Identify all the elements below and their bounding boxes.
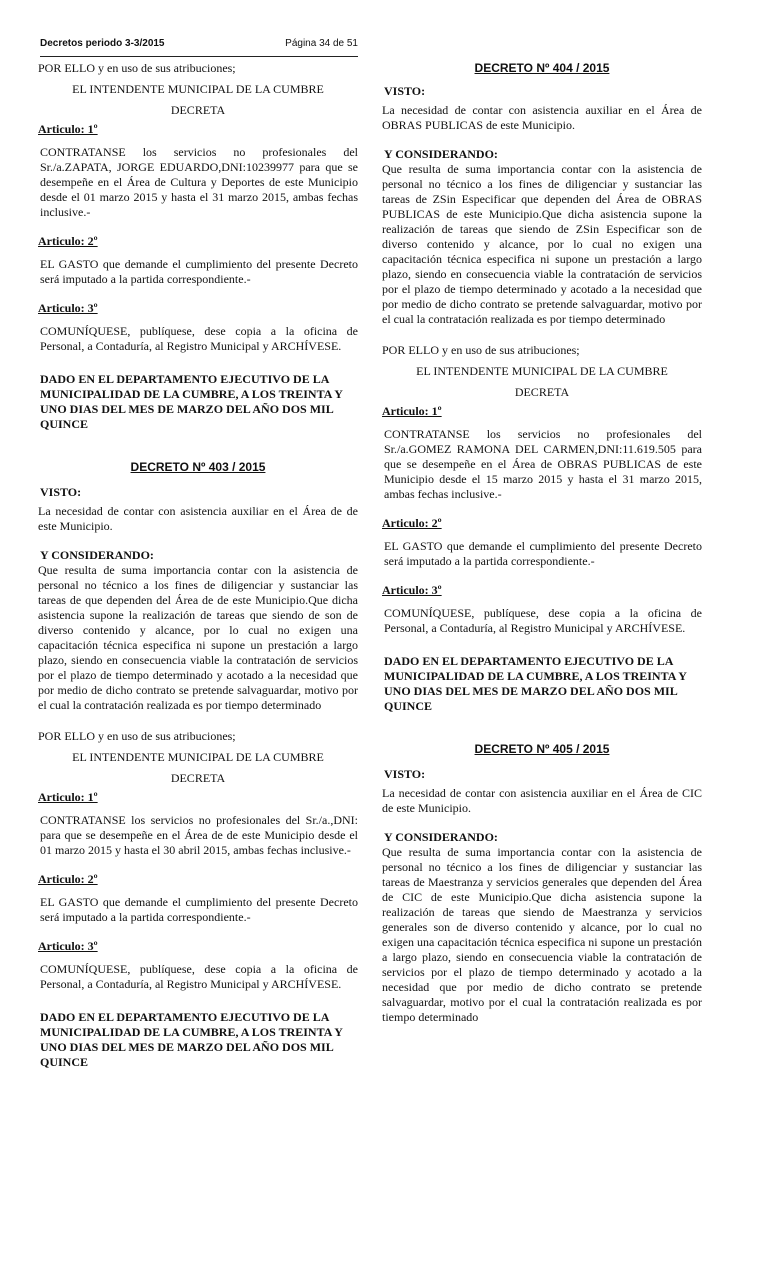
decreta-heading: DECRETA: [170, 771, 226, 785]
visto-text: La necesidad de contar con asistencia auxiliar en el Área de CIC de este Municipio.: [382, 786, 702, 815]
por-ello-text: POR ELLO y en uso de sus atribuciones;: [38, 729, 236, 743]
considerando-text: Que resulta de suma importancia contar con la asistencia de personal no técnico a los fines de diligenciar y sustanciar las tareas de que dependen del Área de de este Municipio.Que dicha asistencia supone la realización de tareas que siendo de son de diverso contenido y alcance, por lo cual no exigen una capacitación técnica especifica ni supone un prestación a largo plazo, siendo en consecuencia viable la contratación de servicios por el plazo de tiempo determinado y acotado a la necesidad que por medio de dicho contrato se pretende salvaguardar, motivo por el cual la contratación realizada es por tiempo determinado: [38, 563, 358, 712]
dado-closing: DADO EN EL DEPARTAMENTO EJECUTIVO DE LA MUNICIPALIDAD DE LA CUMBRE, A LOS TREINTA Y UNO DIAS DEL MES DE MARZO DEL AÑO DOS MIL QUINCE: [40, 372, 343, 431]
considerando-text: Que resulta de suma importancia contar con la asistencia de personal no técnico a los fines de diligenciar y sustanciar las tareas de ZSin Especificar que dependen del Área de OBRAS PUBLICAS de este Municipio.Que dicha asistencia supone la realización de tareas que siendo de ZSin Especificar son de diverso contenido y alcance, por lo cual no exigen una capacitación técnica especifica ni supone un prestación a largo plazo, siendo en consecuencia viable la contratación de servicios por el plazo de tiempo determinado y acotado a la necesidad que por medio de dicho contrato se pretende salvaguardar, motivo por el cual la contratación realizada es por tiempo determinado: [382, 162, 702, 326]
considerando-text: Que resulta de suma importancia contar con la asistencia de personal no técnico a los fines de diligenciar y sustanciar las tareas de Maestranza y servicios generales que dependen del Área de CIC de este Municipio.Que dicha asistencia supone la realización de tareas que siendo de Maestranza y servicios generales son de diverso contenido y alcance, por lo cual no exigen una capacitación técnica especifica ni supone un prestación a largo plazo, siendo en consecuencia viable la contratación de servicios por el plazo de tiempo determinado y acotado a la necesidad que por medio de dicho contrato se pretende salvaguardar, motivo por el cual la contratación realizada es por tiempo determinado: [382, 845, 702, 1024]
article-1-text: CONTRATANSE los servicios no profesionales del Sr./a.,DNI: para que se desempeñe en el Área de de este Municipio desde el 01 marzo 2015 y hasta el 30 abril 2015, ambas fechas inclusive.-: [40, 813, 358, 857]
article-2-text: EL GASTO que demande el cumplimiento del presente Decreto será imputado a la partida correspondiente.-: [40, 895, 358, 924]
left-column: [38, 61, 358, 1070]
por-ello-text: POR ELLO y en uso de sus atribuciones;: [38, 61, 236, 75]
article-1-label: Articulo: 1º: [382, 404, 442, 418]
considerando-label: Y CONSIDERANDO:: [40, 548, 154, 562]
decree-404-title: DECRETO Nº 404 / 2015: [474, 61, 610, 75]
considerando-label: Y CONSIDERANDO:: [384, 147, 498, 161]
visto-label: VISTO:: [384, 767, 426, 781]
article-1-text: CONTRATANSE los servicios no profesionales del Sr./a.GOMEZ RAMONA DEL CARMEN,DNI:11.619.505 para que se desempeñe en el Área de OBRAS PUBLICAS de este Municipio desde el 15 marzo 2015 y hasta el 31 marzo 2015, ambas fechas inclusive.-: [384, 427, 702, 501]
intendente-heading: EL INTENDENTE MUNICIPAL DE LA CUMBRE: [416, 364, 668, 378]
intendente-heading: EL INTENDENTE MUNICIPAL DE LA CUMBRE: [72, 750, 324, 764]
article-2-label: Articulo: 2º: [38, 234, 98, 248]
dado-closing: DADO EN EL DEPARTAMENTO EJECUTIVO DE LA MUNICIPALIDAD DE LA CUMBRE, A LOS TREINTA Y UNO DIAS DEL MES DE MARZO DEL AÑO DOS MIL QUINCE: [384, 654, 687, 713]
decreta-heading: DECRETA: [170, 103, 226, 117]
header-page-number: Página 34 de 51: [285, 38, 358, 49]
article-1-label: Articulo: 1º: [38, 790, 98, 804]
article-1-label: Articulo: 1º: [38, 122, 98, 136]
por-ello-text: POR ELLO y en uso de sus atribuciones;: [382, 343, 580, 357]
visto-text: La necesidad de contar con asistencia auxiliar en el Área de OBRAS PUBLICAS de este Municipio.: [382, 103, 702, 132]
visto-label: VISTO:: [384, 84, 426, 98]
article-3-text: COMUNÍQUESE, publíquese, dese copia a la oficina de Personal, a Contaduría, al Registro Municipal y ARCHÍVESE.: [40, 324, 358, 353]
dado-closing: DADO EN EL DEPARTAMENTO EJECUTIVO DE LA MUNICIPALIDAD DE LA CUMBRE, A LOS TREINTA Y UNO DIAS DEL MES DE MARZO DEL AÑO DOS MIL QUINCE: [40, 1010, 343, 1069]
decree-405-title: DECRETO Nº 405 / 2015: [474, 742, 610, 756]
header-period: Decretos periodo 3-3/2015: [40, 38, 165, 49]
article-3-label: Articulo: 3º: [382, 583, 442, 597]
decreta-heading: DECRETA: [514, 385, 570, 399]
article-1-text: CONTRATANSE los servicios no profesionales del Sr./a.ZAPATA, JORGE EDUARDO,DNI:10239977 para que se desempeñe en el Área de Cultura y Deportes de este Municipio desde el 01 marzo 2015 y hasta el 31 marzo 2015, ambas fechas inclusive.-: [40, 145, 358, 219]
article-2-label: Articulo: 2º: [38, 872, 98, 886]
right-column: [382, 61, 702, 1025]
visto-text: La necesidad de contar con asistencia auxiliar en el Área de de este Municipio.: [38, 504, 358, 533]
article-2-text: EL GASTO que demande el cumplimiento del presente Decreto será imputado a la partida correspondiente.-: [384, 539, 702, 568]
considerando-label: Y CONSIDERANDO:: [384, 830, 498, 844]
visto-label: VISTO:: [40, 485, 82, 499]
article-2-text: EL GASTO que demande el cumplimiento del presente Decreto será imputado a la partida correspondiente.-: [40, 257, 358, 286]
decree-403-title: DECRETO Nº 403 / 2015: [130, 460, 266, 474]
article-3-label: Articulo: 3º: [38, 301, 98, 315]
intendente-heading: EL INTENDENTE MUNICIPAL DE LA CUMBRE: [72, 82, 324, 96]
page-header: [40, 36, 358, 57]
article-3-label: Articulo: 3º: [38, 939, 98, 953]
article-2-label: Articulo: 2º: [382, 516, 442, 530]
article-3-text: COMUNÍQUESE, publíquese, dese copia a la oficina de Personal, a Contaduría, al Registro Municipal y ARCHÍVESE.: [40, 962, 358, 991]
article-3-text: COMUNÍQUESE, publíquese, dese copia a la oficina de Personal, a Contaduría, al Registro Municipal y ARCHÍVESE.: [384, 606, 702, 635]
